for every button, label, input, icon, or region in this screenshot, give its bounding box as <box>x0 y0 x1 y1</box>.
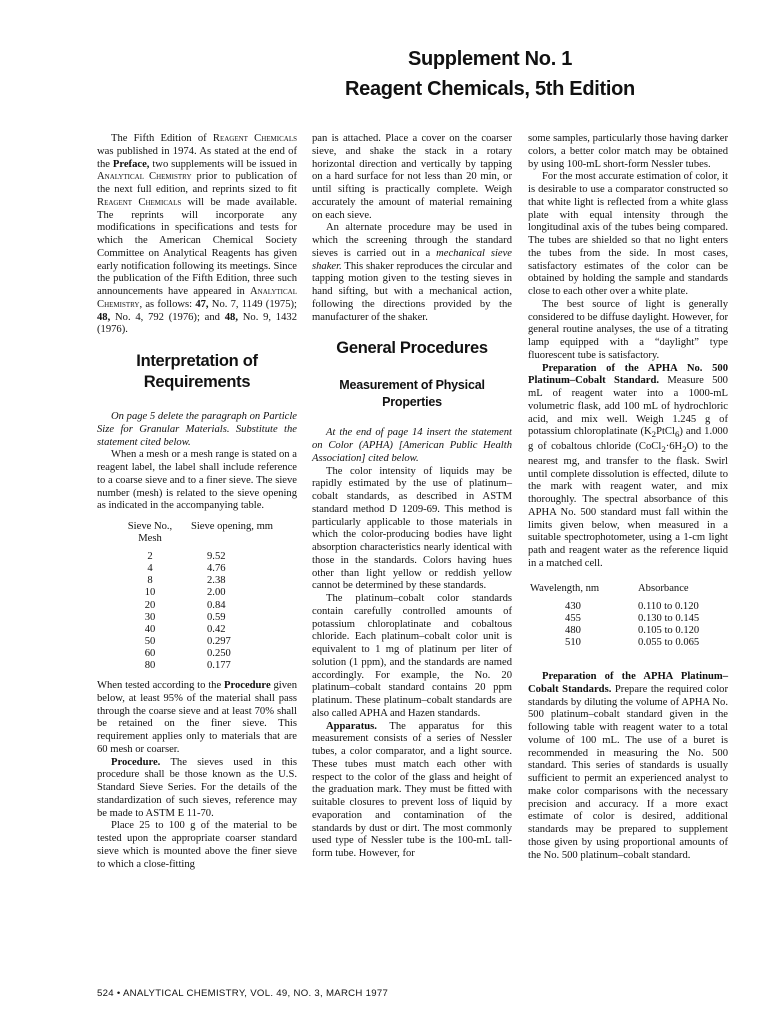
sieve-table <box>115 521 279 672</box>
table-row: 30 0.59 <box>144 611 226 623</box>
table-row: 50 0.297 <box>144 635 231 647</box>
page-title: Supplement No. 1 <box>407 48 573 70</box>
table-row: 8 2.38 <box>147 575 226 587</box>
procedure-paragraph: Procedure. The sieves used in this procedure shall be those known as the U.S. Standard Sieve Series. For the details of the standardization of such sieves, reference may be made to ASTM E 11-70. <box>97 756 297 819</box>
intro-paragraph: The Fifth Edition of Reagent Chemicals was published in 1974. As stated at the end of the Preface, two supplements will be issued in Analytical Chemistry prior to publication of the next full edition, and reprints sized to fit Reagent Chemicals will be made available. The reprints will incorporate any modifications in specifications and tests for which the American Chemical Society Committee on Analytical Reagents has given early notification following its meetings. Since the publication of the Fifth Edition, three such announcements have appeared in Analytical Chemistry, as follows: 47, No. 7, 1149 (1975); 48, No. 4, 792 (1976); and 48, No. 9, 1432 (1976). <box>97 133 298 336</box>
column-right <box>528 133 728 862</box>
title-block <box>240 44 740 104</box>
table-row: 430 0.110 to 0.120 <box>565 600 699 612</box>
color-note: At the end of page 14 insert the statement on Color (APHA) [American Public Health Association] cited below. <box>312 427 512 464</box>
samples-paragraph: some samples, particularly those having darker colors, a better color match may be obtained by using 100-mL short-form Nessler tubes. <box>528 133 728 170</box>
apparatus-paragraph: Apparatus. The apparatus for this measurement consists of a series of Nessler tubes, a color comparator, and a light source. These tubes must match each other with respect to the color of the glass and height of the graduation mark. They must be fitted with suitable closures to prevent loss of liquid by evaporation and contamination of the standards by dust or dirt. The most commonly used type of Nessler tube is the 100-mL tall-form tube. However, for <box>312 720 512 859</box>
table-row: 455 0.130 to 0.145 <box>565 612 700 624</box>
pan-paragraph: pan is attached. Place a cover on the coarser sieve, and shake the stack in a rotary horizontal direction and vertically by tapping on a hard surface for not less than 20 min, or until sifting is practically complete. Weigh accurately the amount of material remaining on each sieve. <box>312 133 512 221</box>
general-procedures-heading: General Procedures <box>336 339 488 358</box>
page-subtitle: Reagent Chemicals, 5th Edition <box>345 78 635 100</box>
column-middle <box>312 133 512 861</box>
table-row: 40 0.42 <box>144 623 226 635</box>
table-row: 2 9.52 <box>147 551 226 563</box>
page-footer: 524 • ANALYTICAL CHEMISTRY, VOL. 49, NO. 3, MARCH 1977 <box>97 988 389 999</box>
table-row: 20 0.84 <box>144 599 226 611</box>
interpretation-note: On page 5 delete the paragraph on Particle Size for Granular Materials. Substitute the statement cited below. <box>97 411 297 448</box>
place-paragraph: Place 25 to 100 g of the material to be tested upon the appropriate coarser standard sieve which is mounted above the finer sieve to which a close-fitting <box>97 820 297 870</box>
prep-standards-paragraph: Preparation of the APHA Platinum–Cobalt Standards. Prepare the required color standards by diluting the volume of APHA No. 500 platinum–cobalt standard given in the following table with reagent water to a total volume of 100 mL. The use of a buret is recommended in measuring the No. 500 standard. This series of standards is usually sufficient to permit an experienced analyst to make color comparisons with the necessary precision and accuracy. If a more exact estimate of color is desired, additional standards may be prepared to supplement those given by using proportional amounts of the No. 500 platinum–cobalt standard. <box>528 671 728 861</box>
table-row: 510 0.055 to 0.065 <box>565 637 700 649</box>
absorbance-table <box>530 583 699 649</box>
daylight-paragraph: The best source of light is generally considered to be diffuse daylight. However, for general routine analyses, the use of a titrating lamp equipped with a “daylight” type fluorescent tube is satisfactory. <box>528 298 729 361</box>
sieve-table-header-mesh: Sieve No., Mesh <box>127 521 173 545</box>
abs-table-header-wavelength: Wavelength, nm <box>530 582 600 594</box>
interpretation-heading: Interpretation of Requirements <box>136 352 258 391</box>
table-row: 80 0.177 <box>144 660 231 672</box>
prep500-paragraph: Preparation of the APHA No. 500 Platinum–Cobalt Standard. Measure 500 mL of reagent water into a 1000-mL volumetric flask, add 100 mL of hydrochloric acid, and mix well. Weigh 1.245 g of potassium chloroplatinate $(K_2PtCl_6)$ and 1.000 g of cobaltous chloride $(CoCl_2\cdot 6H_2O)$ to the nearest mg, and transfer to the flask. Swirl until complete dissolution is effected, dilute to the mark with reagent water, and mix thoroughly. The spectral absorbance of this APHA No. 500 standard must fall within the limits given below, when measured in a suitable spectrophotometer, using a 1-cm light path and reagent water as the reference liquid in a matched cell. <box>528 362 728 569</box>
color-paragraph: The color intensity of liquids may be rapidly estimated by the use of platinum–cobalt standards, as described in ASTM standard method D 1209-69. This method is particularly applicable to those materials in which the color-producing bodies have light absorption characteristics nearly identical with those in the standards. Colors having hues other than light yellow or reddish yellow cannot be determined by these standards. <box>312 465 512 592</box>
measurement-heading: Measurement of Physical Properties <box>339 378 485 410</box>
table-row: 4 4.76 <box>147 563 226 575</box>
table-row: 10 2.00 <box>144 587 226 599</box>
table-row: 480 0.105 to 0.120 <box>565 625 700 636</box>
table-row: 60 0.250 <box>144 647 231 659</box>
accurate-paragraph: For the most accurate estimation of color, it is desirable to use a comparator constructed so that white light is reflected from a white glass plate with equal intensity through the longitudinal axis of the tubes being compared. The tubes are shielded so that no light enters the tubes from the side. In most cases, satisfactory estimates of the color can be obtained by holding the sample and standards close to each other over a white plate. <box>528 171 728 297</box>
tested-paragraph: When tested according to the Procedure given below, at least 95% of the material shall pass through the coarse sieve and at least 70% shall be retained on the finer sieve. This requirement applies only to materials that are 60 mesh or coarser. <box>97 680 297 755</box>
abs-table-header-absorbance: Absorbance <box>638 582 689 594</box>
platinum-paragraph: The platinum–cobalt color standards contain carefully controlled amounts of potassium chloroplatinate and cobaltous chloride. Each platinum–cobalt color unit is equivalent to 1 mg of platinum per liter of solution (1 ppm), and the standards are named accordingly. For example, the No. 20 platinum–cobalt standard contains 20 ppm platinum. These platinum–cobalt standards are also called APHA and Hazen standards. <box>312 593 512 719</box>
mesh-paragraph: When a mesh or a mesh range is stated on a reagent label, the label shall include reference to a coarse sieve and to a finer sieve. The sieve number (mesh) is related to the sieve opening as indicated in the accompanying table. <box>97 449 297 512</box>
alternate-paragraph: An alternate procedure may be used in which the screening through the standard sieves is carried out in a mechanical sieve shaker. This shaker reproduces the circular and tapping motion given to the testing sieves in hand sifting, but with a mechanical action, following the directions provided by the manufacturer of the shaker. <box>312 222 512 323</box>
sieve-table-header-opening: Sieve opening, mm <box>190 521 274 532</box>
column-left <box>97 133 297 871</box>
